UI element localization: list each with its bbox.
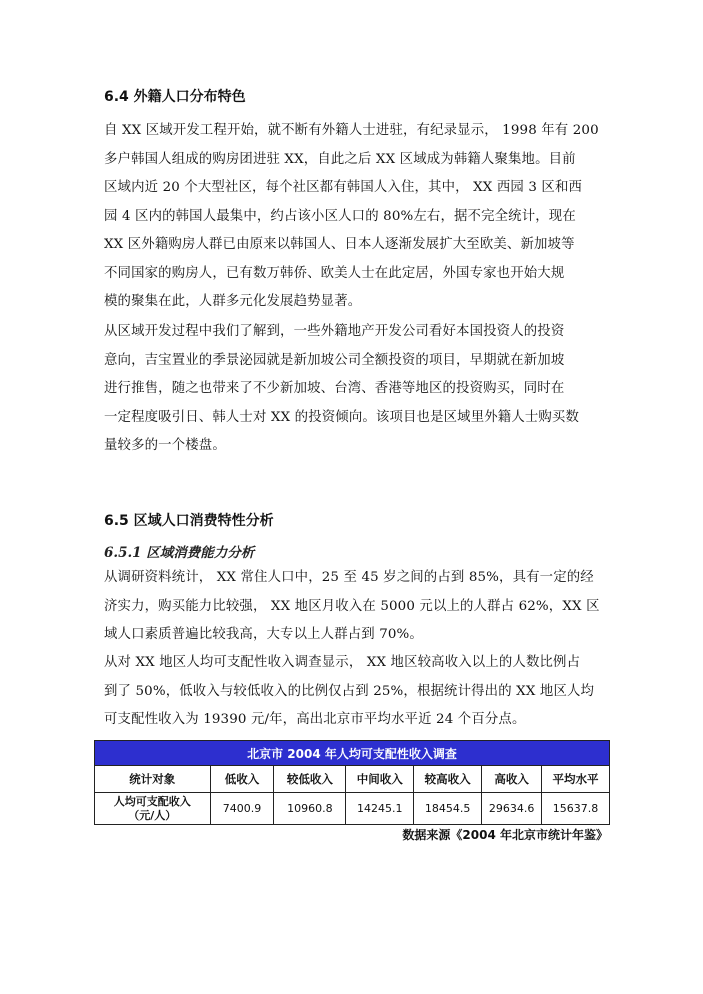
- table-cell: 29634.6: [482, 793, 542, 825]
- income-survey-table: [94, 740, 610, 825]
- column-header: 中间收入: [346, 766, 414, 793]
- table-header-row: [95, 766, 610, 793]
- text-line: 量较多的一个楼盘。: [104, 438, 226, 453]
- text-line: 济实力，购买能力比较强， XX 地区月收入在 5000 元以上的人群占 62%，XX 区: [104, 598, 600, 614]
- paragraph-consumption-survey: [104, 564, 604, 650]
- text-line: 多户韩国人组成的购房团进驻 XX，自此之后 XX 区域成为韩籍人聚集地。目前: [104, 151, 576, 167]
- table-cell: 14245.1: [346, 793, 414, 825]
- table-row: [95, 793, 610, 825]
- table-cell: 15637.8: [542, 793, 610, 825]
- text-line: 园 4 区内的韩国人最集中，约占该小区人口的 80%左右，据不完全统计，现在: [104, 208, 576, 224]
- row-label: [95, 793, 211, 825]
- table-cell: 18454.5: [414, 793, 482, 825]
- text-line: 从对 XX 地区人均可支配性收入调查显示， XX 地区较高收入以上的人数比例占: [104, 655, 581, 670]
- text-line: 自 XX 区域开发工程开始，就不断有外籍人士进驻，有纪录显示， 1998 年有 200: [104, 123, 599, 138]
- text-line: 进行推售，随之也带来了不少新加坡、台湾、香港等地区的投资购买，同时在: [104, 381, 565, 396]
- text-line: 从调研资料统计， XX 常住人口中，25 至 45 岁之间的占到 85%，具有一定的经: [104, 570, 594, 585]
- table-title-row: [95, 741, 610, 766]
- column-header: 低收入: [210, 766, 274, 793]
- text-line: 模的聚集在此，人群多元化发展趋势显著。: [104, 294, 362, 309]
- text-line: 域人口素质普遍比较我高，大专以上人群占到 70%。: [104, 627, 423, 642]
- column-header: 高收入: [482, 766, 542, 793]
- text-line: 意向，吉宝置业的季景泌园就是新加坡公司全额投资的项目，早期就在新加坡: [104, 352, 565, 368]
- text-line: 可支配性收入为 19390 元/年，高出北京市平均水平近 24 个百分点。: [104, 712, 526, 727]
- subsection-heading-6-5-1: 6.5.1 区域消费能力分析: [104, 545, 255, 561]
- column-header: 平均水平: [542, 766, 610, 793]
- table-cell: 10960.8: [274, 793, 346, 825]
- section-heading-6-4: 6.4 外籍人口分布特色: [104, 89, 246, 105]
- paragraph-disposable-income: [104, 649, 604, 735]
- column-header: 统计对象: [95, 766, 211, 793]
- text-line: 到了 50%，低收入与较低收入的比例仅占到 25%，根据统计得出的 XX 地区人均: [104, 683, 595, 699]
- table-cell: 7400.9: [210, 793, 274, 825]
- text-line: 区域内近 20 个大型社区，每个社区都有韩国人入住，其中， XX 西园 3 区和西: [104, 180, 583, 195]
- text-line: 从区域开发过程中我们了解到，一些外籍地产开发公司看好本国投资人的投资: [104, 324, 565, 339]
- text-line: XX 区外籍购房人群已由原来以韩国人、日本人逐渐发展扩大至欧美、新加坡等: [104, 237, 575, 252]
- column-header: 较高收入: [414, 766, 482, 793]
- paragraph-foreign-investment: [104, 318, 604, 461]
- section-heading-6-5: 6.5 区域人口消费特性分析: [104, 513, 274, 529]
- text-line: 一定程度吸引日、韩人士对 XX 的投资倾向。该项目也是区域里外籍人士购买数: [104, 409, 580, 425]
- table-title: 北京市 2004 年人均可支配性收入调查: [95, 741, 610, 766]
- row-label-unit: （元/人）: [128, 808, 177, 822]
- text-line: 不同国家的购房人，已有数万韩侨、欧美人士在此定居，外国专家也开始大规: [104, 265, 565, 281]
- data-source-note: 数据来源《2004 年北京市统计年鉴》: [402, 828, 608, 842]
- paragraph-foreign-residents: [104, 117, 604, 317]
- column-header: 较低收入: [274, 766, 346, 793]
- row-label-line: 人均可支配收入: [113, 794, 191, 808]
